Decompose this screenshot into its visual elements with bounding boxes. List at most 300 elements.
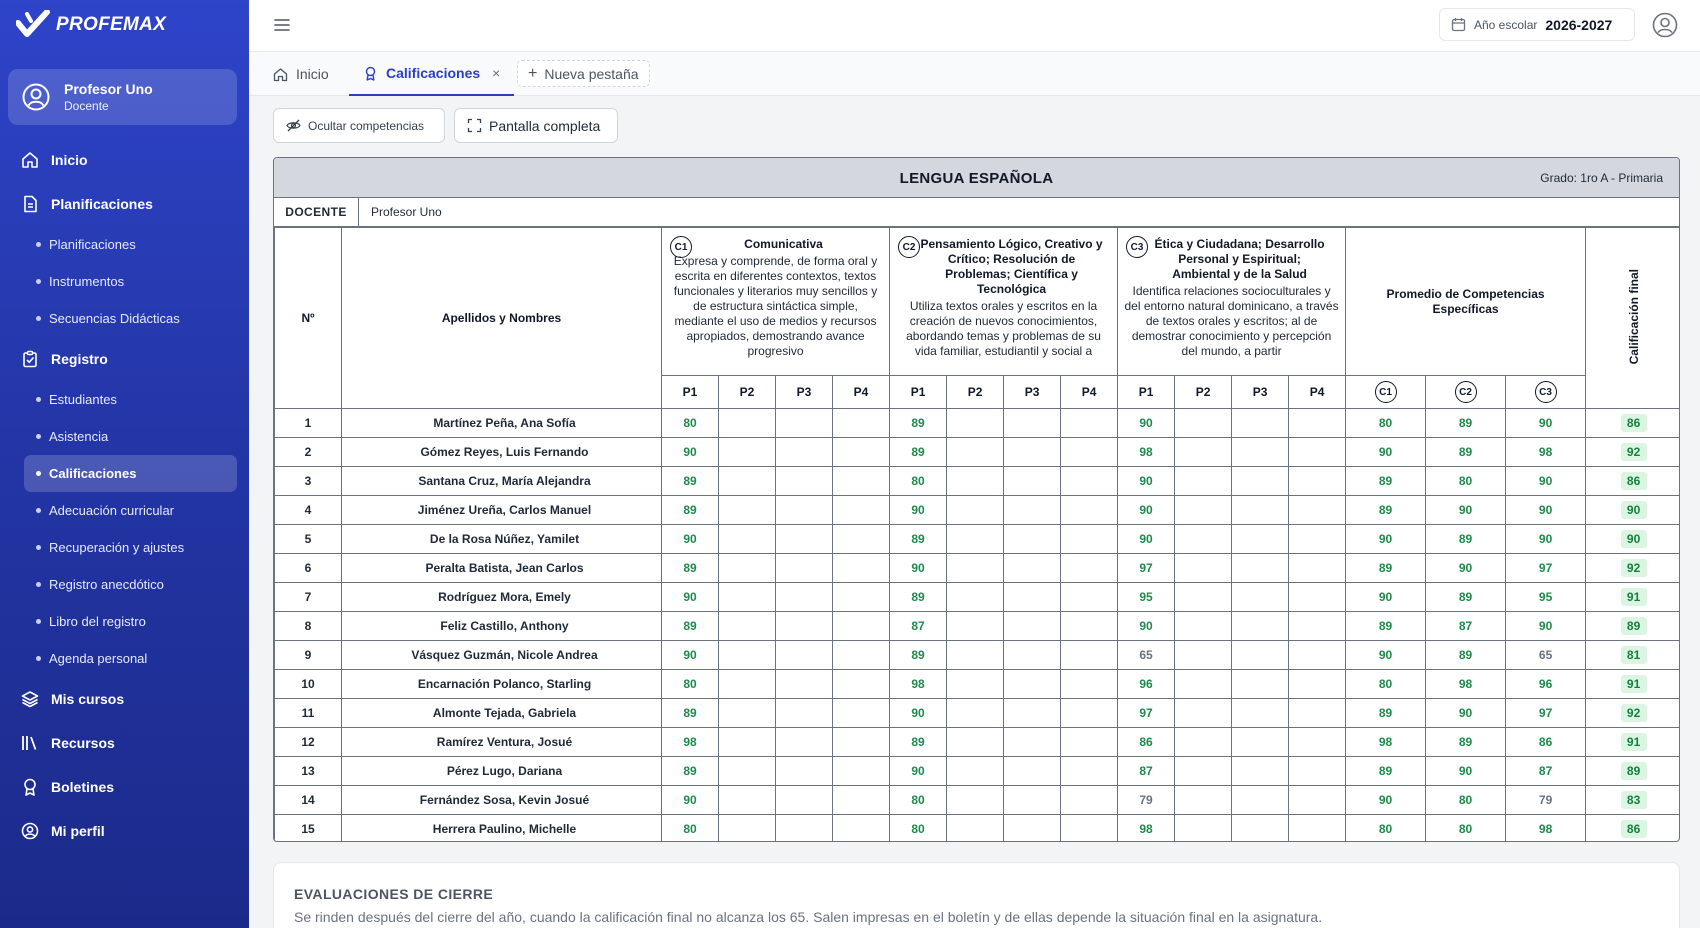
grade-cell-p1[interactable]: 87 xyxy=(1118,757,1175,786)
tab-calificaciones[interactable] xyxy=(349,52,514,96)
grade-cell-p4[interactable] xyxy=(833,409,890,438)
grade-cell-p1[interactable]: 80 xyxy=(890,815,947,843)
col-number-header: Nº xyxy=(275,228,342,409)
grade-cell-p4[interactable] xyxy=(1289,525,1346,554)
grade-cell-p4[interactable] xyxy=(833,554,890,583)
grade-cell-p1[interactable]: 90 xyxy=(662,641,719,670)
grade-cell-p3[interactable] xyxy=(776,583,833,612)
grade-cell-p3[interactable] xyxy=(1004,496,1061,525)
grade-cell-p4[interactable] xyxy=(1289,583,1346,612)
average-cell: 90 xyxy=(1426,757,1506,786)
grade-cell-p4[interactable] xyxy=(833,728,890,757)
grade-cell-p3[interactable] xyxy=(1232,496,1289,525)
grade-cell-p4[interactable] xyxy=(1289,815,1346,843)
sidebar-subitem-instrumentos[interactable] xyxy=(0,263,249,300)
grade-cell-p1[interactable]: 86 xyxy=(1118,728,1175,757)
grade-cell-p1[interactable]: 90 xyxy=(1118,525,1175,554)
final-grade-cell xyxy=(1586,641,1680,670)
grade-cell-p1[interactable]: 90 xyxy=(662,786,719,815)
grade-cell-p4[interactable] xyxy=(833,496,890,525)
grade-cell-p1[interactable]: 89 xyxy=(890,641,947,670)
average-cell: 95 xyxy=(1506,583,1586,612)
grade-cell-p1[interactable]: 90 xyxy=(890,496,947,525)
grade-cell-p1[interactable]: 80 xyxy=(662,409,719,438)
grade-cell-p3[interactable] xyxy=(1232,467,1289,496)
average-cell: 90 xyxy=(1506,409,1586,438)
grade-cell-p1[interactable]: 80 xyxy=(662,815,719,843)
final-grade-value: 81 xyxy=(1621,646,1647,664)
average-cell: 97 xyxy=(1506,554,1586,583)
grade-cell-p4[interactable] xyxy=(1061,438,1118,467)
final-grade-cell xyxy=(1586,612,1680,641)
final-grade-cell xyxy=(1586,554,1680,583)
final-grade-label: Calificación final xyxy=(1626,268,1641,365)
sidebar-subitem-asistencia[interactable] xyxy=(0,418,249,455)
final-grade-value: 90 xyxy=(1621,501,1647,519)
grade-cell-p1[interactable]: 98 xyxy=(662,728,719,757)
grade-cell-p4[interactable] xyxy=(1061,612,1118,641)
tab-bar xyxy=(249,52,1700,96)
grade-cell-p2[interactable] xyxy=(947,757,1004,786)
grade-cell-p3[interactable] xyxy=(1232,786,1289,815)
grade-cell-p2[interactable] xyxy=(719,554,776,583)
grade-cell-p4[interactable] xyxy=(833,815,890,843)
grade-cell-p4[interactable] xyxy=(833,525,890,554)
grade-cell-p3[interactable] xyxy=(1004,612,1061,641)
grade-cell-p2[interactable] xyxy=(1175,757,1232,786)
student-name: Gómez Reyes, Luis Fernando xyxy=(342,438,662,467)
student-name: Santana Cruz, María Alejandra xyxy=(342,467,662,496)
grade-cell-p4[interactable] xyxy=(833,612,890,641)
grade-cell-p3[interactable] xyxy=(1232,641,1289,670)
table-row xyxy=(275,467,1681,496)
grade-cell-p2[interactable] xyxy=(1175,496,1232,525)
grade-cell-p1[interactable]: 89 xyxy=(662,554,719,583)
grade-cell-p1[interactable]: 98 xyxy=(1118,815,1175,843)
grade-cell-p4[interactable] xyxy=(833,583,890,612)
grade-cell-p3[interactable] xyxy=(1004,409,1061,438)
grade-cell-p1[interactable]: 90 xyxy=(662,525,719,554)
average-cell: 87 xyxy=(1426,612,1506,641)
period-header: P1 xyxy=(1118,376,1175,409)
new-tab-button[interactable] xyxy=(517,60,650,87)
grade-cell-p4[interactable] xyxy=(1289,612,1346,641)
grade-cell-p1[interactable]: 90 xyxy=(1118,496,1175,525)
grade-cell-p3[interactable] xyxy=(776,467,833,496)
row-number: 6 xyxy=(275,554,342,583)
grade-cell-p4[interactable] xyxy=(1061,728,1118,757)
sidebar-subitem-recuperacion[interactable] xyxy=(0,529,249,566)
grade-cell-p2[interactable] xyxy=(947,467,1004,496)
grade-cell-p3[interactable] xyxy=(776,815,833,843)
grade-cell-p2[interactable] xyxy=(1175,670,1232,699)
grade-cell-p3[interactable] xyxy=(1004,583,1061,612)
grade-cell-p2[interactable] xyxy=(947,815,1004,843)
grade-cell-p2[interactable] xyxy=(719,438,776,467)
grade-cell-p1[interactable]: 95 xyxy=(1118,583,1175,612)
grade-cell-p2[interactable] xyxy=(719,525,776,554)
grade-cell-p4[interactable] xyxy=(833,467,890,496)
grade-cell-p3[interactable] xyxy=(1232,728,1289,757)
grade-cell-p1[interactable]: 89 xyxy=(662,699,719,728)
grade-cell-p1[interactable]: 89 xyxy=(890,583,947,612)
grade-cell-p4[interactable] xyxy=(1289,641,1346,670)
sidebar-item-label: Planificaciones xyxy=(51,196,153,212)
grade-cell-p3[interactable] xyxy=(1004,525,1061,554)
grade-cell-p1[interactable]: 89 xyxy=(662,757,719,786)
competency-description: Expresa y comprende, de forma oral y escrita en diferentes contextos, textos funcionales y literarios muy sencillos y de estructura sintáctica simple, mediante el uso de medios y recursos apropiados, demostrando avance progresivo xyxy=(673,254,878,358)
competency-badge: C3 xyxy=(1535,381,1557,403)
grade-cell-p3[interactable] xyxy=(1004,670,1061,699)
grade-cell-p2[interactable] xyxy=(719,496,776,525)
grade-cell-p1[interactable]: 96 xyxy=(1118,670,1175,699)
grade-cell-p1[interactable]: 97 xyxy=(1118,554,1175,583)
period-header: P1 xyxy=(662,376,719,409)
final-grade-value: 92 xyxy=(1621,443,1647,461)
period-header: P2 xyxy=(1175,376,1232,409)
student-name: Ramírez Ventura, Josué xyxy=(342,728,662,757)
grade-cell-p1[interactable]: 90 xyxy=(890,757,947,786)
grade-cell-p4[interactable] xyxy=(1061,409,1118,438)
grade-cell-p4[interactable] xyxy=(1289,554,1346,583)
hide-competencies-button[interactable] xyxy=(273,108,445,143)
grade-cell-p4[interactable] xyxy=(833,757,890,786)
grade-cell-p3[interactable] xyxy=(776,438,833,467)
grade-cell-p3[interactable] xyxy=(1232,554,1289,583)
grade-cell-p3[interactable] xyxy=(1232,612,1289,641)
grade-cell-p4[interactable] xyxy=(1061,496,1118,525)
competency-badge: C1 xyxy=(1375,381,1397,403)
grade-cell-p1[interactable]: 80 xyxy=(890,786,947,815)
average-cell: 80 xyxy=(1346,409,1426,438)
grade-cell-p1[interactable]: 90 xyxy=(890,699,947,728)
competency-badge: C3 xyxy=(1126,236,1148,258)
final-grade-cell xyxy=(1586,699,1680,728)
grade-cell-p2[interactable] xyxy=(719,409,776,438)
grade-cell-p3[interactable] xyxy=(1232,525,1289,554)
grade-cell-p4[interactable] xyxy=(1289,699,1346,728)
grade-cell-p2[interactable] xyxy=(719,699,776,728)
average-cell: 90 xyxy=(1346,525,1426,554)
menu-icon[interactable] xyxy=(273,16,291,34)
grade-cell-p4[interactable] xyxy=(1061,525,1118,554)
grade-cell-p4[interactable] xyxy=(833,699,890,728)
sidebar-subitem-anecdotico[interactable] xyxy=(0,566,249,603)
sidebar-subitem-secuencias[interactable] xyxy=(0,300,249,337)
average-cell: 80 xyxy=(1426,815,1506,843)
average-cell: 90 xyxy=(1346,641,1426,670)
sidebar-item-mi-perfil[interactable] xyxy=(0,809,249,853)
document-icon xyxy=(21,195,39,213)
grade-cell-p2[interactable] xyxy=(719,786,776,815)
average-cell: 89 xyxy=(1346,554,1426,583)
average-cell: 97 xyxy=(1506,699,1586,728)
grade-cell-p2[interactable] xyxy=(947,641,1004,670)
grade-cell-p3[interactable] xyxy=(1232,815,1289,843)
grade-cell-p1[interactable]: 80 xyxy=(890,467,947,496)
sidebar-subitem-label: Instrumentos xyxy=(49,274,125,289)
grade-cell-p1[interactable]: 90 xyxy=(662,583,719,612)
average-cell: 90 xyxy=(1426,699,1506,728)
grade-cell-p4[interactable] xyxy=(833,786,890,815)
average-cell: 80 xyxy=(1426,786,1506,815)
grade-cell-p4[interactable] xyxy=(1289,757,1346,786)
teacher-name: Profesor Uno xyxy=(371,205,442,219)
grade-cell-p2[interactable] xyxy=(947,525,1004,554)
sidebar-item-label: Boletines xyxy=(51,779,115,795)
tab-label: Calificaciones xyxy=(386,65,481,81)
grade-cell-p1[interactable]: 97 xyxy=(1118,699,1175,728)
grade-cell-p2[interactable] xyxy=(947,409,1004,438)
final-grade-value: 83 xyxy=(1621,791,1647,809)
grade-cell-p1[interactable]: 89 xyxy=(890,525,947,554)
row-number: 14 xyxy=(275,786,342,815)
grade-cell-p2[interactable] xyxy=(1175,554,1232,583)
grade-cell-p1[interactable]: 90 xyxy=(1118,467,1175,496)
grade-cell-p3[interactable] xyxy=(1232,438,1289,467)
final-grade-value: 89 xyxy=(1621,762,1647,780)
award-icon xyxy=(21,778,39,796)
final-grade-value: 91 xyxy=(1621,733,1647,751)
grade-cell-p3[interactable] xyxy=(776,670,833,699)
grade-cell-p2[interactable] xyxy=(1175,525,1232,554)
grade-cell-p4[interactable] xyxy=(1061,699,1118,728)
grade-cell-p1[interactable]: 89 xyxy=(890,728,947,757)
sidebar-item-registro[interactable] xyxy=(0,337,249,381)
grade-cell-p2[interactable] xyxy=(947,612,1004,641)
grade-cell-p4[interactable] xyxy=(1061,815,1118,843)
grade-cell-p2[interactable] xyxy=(1175,438,1232,467)
competency-c1-header xyxy=(662,228,890,376)
user-circle-icon xyxy=(21,822,39,840)
grade-cell-p2[interactable] xyxy=(1175,583,1232,612)
sidebar-item-inicio[interactable] xyxy=(0,138,249,182)
grade-cell-p1[interactable]: 89 xyxy=(662,496,719,525)
sidebar-subitem-calificaciones[interactable] xyxy=(24,455,237,492)
student-name: Herrera Paulino, Michelle xyxy=(342,815,662,843)
account-icon[interactable] xyxy=(1652,12,1678,38)
grade-cell-p3[interactable] xyxy=(1004,757,1061,786)
grade-cell-p1[interactable]: 89 xyxy=(890,438,947,467)
average-cell: 90 xyxy=(1426,496,1506,525)
table-row xyxy=(275,815,1681,843)
close-icon[interactable]: × xyxy=(492,65,501,81)
grade-cell-p2[interactable] xyxy=(947,554,1004,583)
grade-cell-p3[interactable] xyxy=(776,496,833,525)
profile-card[interactable] xyxy=(8,69,237,125)
grade-cell-p1[interactable]: 90 xyxy=(1118,612,1175,641)
grade-cell-p2[interactable] xyxy=(1175,815,1232,843)
sidebar-subitem-adecuacion[interactable] xyxy=(0,492,249,529)
grade-cell-p4[interactable] xyxy=(833,670,890,699)
grade-cell-p2[interactable] xyxy=(719,641,776,670)
grade-cell-p1[interactable]: 90 xyxy=(662,438,719,467)
grade-cell-p3[interactable] xyxy=(1232,757,1289,786)
sidebar-subitem-libro[interactable] xyxy=(0,603,249,640)
row-number: 10 xyxy=(275,670,342,699)
fullscreen-button[interactable] xyxy=(454,108,618,143)
sidebar xyxy=(0,0,249,928)
grade-cell-p4[interactable] xyxy=(1289,438,1346,467)
grade-cell-p2[interactable] xyxy=(719,583,776,612)
final-grade-cell xyxy=(1586,670,1680,699)
profile-role: Docente xyxy=(64,99,109,113)
average-cell: 90 xyxy=(1506,467,1586,496)
grade-cell-p1[interactable]: 90 xyxy=(1118,409,1175,438)
grade-cell-p4[interactable] xyxy=(833,438,890,467)
grade-cell-p3[interactable] xyxy=(1004,786,1061,815)
grade-cell-p2[interactable] xyxy=(719,467,776,496)
row-number: 2 xyxy=(275,438,342,467)
app-logo[interactable] xyxy=(16,9,166,41)
grade-cell-p3[interactable] xyxy=(1004,641,1061,670)
competency-badge: C1 xyxy=(670,236,692,258)
grade-cell-p3[interactable] xyxy=(776,757,833,786)
final-grade-value: 91 xyxy=(1621,675,1647,693)
grade-cell-p1[interactable]: 87 xyxy=(890,612,947,641)
grade-cell-p3[interactable] xyxy=(1004,438,1061,467)
sidebar-item-mis-cursos[interactable] xyxy=(0,677,249,721)
period-header: P4 xyxy=(1061,376,1118,409)
final-grade-cell xyxy=(1586,409,1680,438)
average-cell: 98 xyxy=(1426,670,1506,699)
grade-cell-p4[interactable] xyxy=(1289,786,1346,815)
grade-cell-p3[interactable] xyxy=(776,612,833,641)
sidebar-subitem-agenda[interactable] xyxy=(0,640,249,677)
grade-cell-p3[interactable] xyxy=(1004,815,1061,843)
grade-sheet xyxy=(273,157,1680,842)
grade-cell-p1[interactable]: 89 xyxy=(890,409,947,438)
grade-cell-p3[interactable] xyxy=(1232,583,1289,612)
sidebar-item-recursos[interactable] xyxy=(0,721,249,765)
average-cell: 87 xyxy=(1506,757,1586,786)
grade-cell-p3[interactable] xyxy=(1004,699,1061,728)
average-cell: 80 xyxy=(1346,670,1426,699)
grade-cell-p2[interactable] xyxy=(947,583,1004,612)
table-row xyxy=(275,670,1681,699)
tab-label: Inicio xyxy=(296,66,329,82)
grade-cell-p2[interactable] xyxy=(719,670,776,699)
grade-cell-p4[interactable] xyxy=(1061,670,1118,699)
grade-cell-p1[interactable]: 98 xyxy=(890,670,947,699)
grade-cell-p3[interactable] xyxy=(1232,699,1289,728)
grade-cell-p2[interactable] xyxy=(1175,641,1232,670)
grade-cell-p2[interactable] xyxy=(947,699,1004,728)
grade-cell-p2[interactable] xyxy=(1175,409,1232,438)
grade-cell-p2[interactable] xyxy=(1175,612,1232,641)
grade-cell-p3[interactable] xyxy=(776,554,833,583)
grade-cell-p3[interactable] xyxy=(1004,467,1061,496)
sidebar-item-boletines[interactable] xyxy=(0,765,249,809)
grade-cell-p4[interactable] xyxy=(1289,728,1346,757)
competency-description: Utiliza textos orales y escritos en la creación de nuevos conocimientos, abordando temas y problemas de su vida familiar, estudiantil y social a xyxy=(906,299,1101,358)
student-name: Encarnación Polanco, Starling xyxy=(342,670,662,699)
grade-cell-p4[interactable] xyxy=(1061,554,1118,583)
grade-cell-p3[interactable] xyxy=(1004,728,1061,757)
grade-cell-p2[interactable] xyxy=(1175,467,1232,496)
student-name: Jiménez Ureña, Carlos Manuel xyxy=(342,496,662,525)
grade-cell-p3[interactable] xyxy=(1232,670,1289,699)
tab-inicio[interactable] xyxy=(273,52,329,96)
sidebar-subitem-label: Planificaciones xyxy=(49,237,136,252)
fullscreen-label: Pantalla completa xyxy=(489,117,601,134)
grade-cell-p2[interactable] xyxy=(719,728,776,757)
grade-cell-p4[interactable] xyxy=(1289,670,1346,699)
grade-cell-p3[interactable] xyxy=(1004,554,1061,583)
grade-cell-p3[interactable] xyxy=(1232,409,1289,438)
grade-cell-p3[interactable] xyxy=(776,641,833,670)
student-name: Peralta Batista, Jean Carlos xyxy=(342,554,662,583)
grade-cell-p4[interactable] xyxy=(1289,467,1346,496)
grade-cell-p1[interactable]: 79 xyxy=(1118,786,1175,815)
competency-description: Identifica relaciones socioculturales y del entorno natural dominicano, a través de textos orales y escritos; al de demostrar conocimiento y percepción del mundo, a partir xyxy=(1124,284,1339,358)
grade-cell-p1[interactable]: 90 xyxy=(890,554,947,583)
sidebar-subitem-estudiantes[interactable] xyxy=(0,381,249,418)
grade-cell-p4[interactable] xyxy=(1061,583,1118,612)
average-cell: 89 xyxy=(1426,641,1506,670)
grade-cell-p2[interactable] xyxy=(947,496,1004,525)
eye-off-icon xyxy=(286,118,301,133)
row-number: 1 xyxy=(275,409,342,438)
grade-cell-p1[interactable]: 80 xyxy=(662,670,719,699)
grade-cell-p3[interactable] xyxy=(776,699,833,728)
grade-cell-p1[interactable]: 89 xyxy=(662,612,719,641)
grade-cell-p4[interactable] xyxy=(1061,641,1118,670)
grade-cell-p3[interactable] xyxy=(776,409,833,438)
grade-cell-p4[interactable] xyxy=(1289,496,1346,525)
final-grade-cell xyxy=(1586,815,1680,843)
sidebar-subitem-label: Calificaciones xyxy=(49,466,137,481)
table-row xyxy=(275,496,1681,525)
grade-cell-p2[interactable] xyxy=(947,438,1004,467)
period-header: P4 xyxy=(833,376,890,409)
grade-cell-p2[interactable] xyxy=(947,786,1004,815)
grade-cell-p2[interactable] xyxy=(1175,728,1232,757)
grade-cell-p1[interactable]: 98 xyxy=(1118,438,1175,467)
library-icon xyxy=(21,734,39,752)
sidebar-item-label: Registro xyxy=(51,351,108,367)
grade-cell-p2[interactable] xyxy=(947,670,1004,699)
competency-title: Ética y Ciudadana; Desarrollo Personal y Espiritual; Ambiental y de la Salud xyxy=(1154,237,1325,281)
grade-cell-p2[interactable] xyxy=(1175,699,1232,728)
average-code-header xyxy=(1506,376,1586,409)
grade-cell-p4[interactable] xyxy=(1289,409,1346,438)
average-cell: 90 xyxy=(1506,612,1586,641)
grade-cell-p3[interactable] xyxy=(776,786,833,815)
grade-cell-p2[interactable] xyxy=(719,612,776,641)
grade-cell-p4[interactable] xyxy=(1061,467,1118,496)
grade-cell-p2[interactable] xyxy=(719,757,776,786)
grade-cell-p3[interactable] xyxy=(776,728,833,757)
grade-cell-p2[interactable] xyxy=(719,815,776,843)
grade-cell-p1[interactable]: 89 xyxy=(662,467,719,496)
grade-cell-p4[interactable] xyxy=(1061,786,1118,815)
grade-cell-p1[interactable]: 65 xyxy=(1118,641,1175,670)
grade-cell-p4[interactable] xyxy=(1061,757,1118,786)
student-name: Rodríguez Mora, Emely xyxy=(342,583,662,612)
final-grade-value: 90 xyxy=(1621,530,1647,548)
grade-cell-p2[interactable] xyxy=(947,728,1004,757)
grade-cell-p4[interactable] xyxy=(833,641,890,670)
school-year-selector[interactable] xyxy=(1439,8,1635,41)
fullscreen-icon xyxy=(467,118,482,133)
student-name: Feliz Castillo, Anthony xyxy=(342,612,662,641)
sidebar-subitem-planificaciones[interactable] xyxy=(0,226,249,263)
table-row xyxy=(275,612,1681,641)
sidebar-item-planificaciones[interactable] xyxy=(0,182,249,226)
grade-cell-p3[interactable] xyxy=(776,525,833,554)
grade-cell-p2[interactable] xyxy=(1175,786,1232,815)
